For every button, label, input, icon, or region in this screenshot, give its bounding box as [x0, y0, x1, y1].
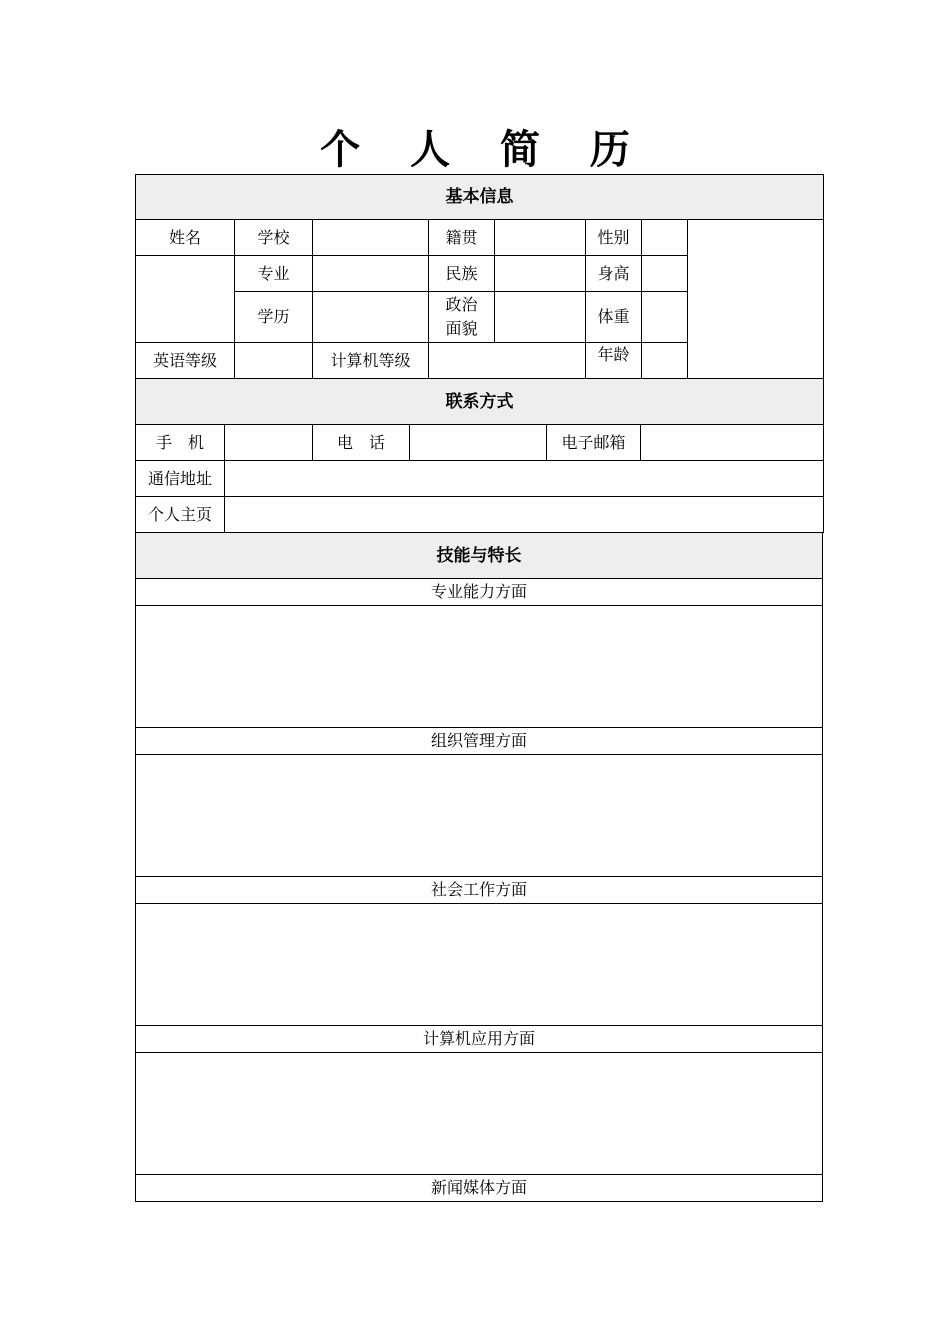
computer-level-value[interactable] [429, 343, 586, 379]
age-value[interactable] [642, 343, 688, 379]
english-level-label: 英语等级 [136, 343, 235, 379]
skill-category-label: 专业能力方面 [136, 579, 823, 606]
native-place-value[interactable] [495, 220, 586, 256]
ethnicity-value[interactable] [495, 256, 586, 292]
height-value[interactable] [642, 256, 688, 292]
height-label: 身高 [586, 256, 642, 292]
gender-label: 性别 [586, 220, 642, 256]
political-label-line1: 政治 [445, 295, 478, 314]
political-status-value[interactable] [495, 292, 586, 343]
computer-level-label: 计算机等级 [313, 343, 429, 379]
political-label-line2: 面貌 [445, 319, 478, 338]
skill-content-area[interactable] [136, 755, 823, 877]
school-label: 学校 [235, 220, 313, 256]
mobile-label: 手 机 [136, 425, 225, 461]
email-label: 电子邮箱 [547, 425, 641, 461]
english-level-value[interactable] [235, 343, 313, 379]
weight-label: 体重 [586, 292, 642, 343]
political-status-label [429, 292, 495, 343]
contact-table [135, 378, 824, 533]
homepage-label: 个人主页 [136, 497, 225, 533]
homepage-value[interactable] [225, 497, 824, 533]
education-value[interactable] [313, 292, 429, 343]
email-value[interactable] [641, 425, 824, 461]
photo-cell[interactable] [688, 220, 824, 379]
school-value[interactable] [313, 220, 429, 256]
gender-value[interactable] [642, 220, 688, 256]
skills-header: 技能与特长 [136, 533, 823, 579]
name-label: 姓名 [136, 220, 235, 256]
skill-content-area[interactable] [136, 1053, 823, 1175]
ethnicity-label: 民族 [429, 256, 495, 292]
address-label: 通信地址 [136, 461, 225, 497]
phone-label: 电 话 [313, 425, 410, 461]
skill-category-label: 组织管理方面 [136, 728, 823, 755]
mobile-value[interactable] [225, 425, 313, 461]
skill-category-label: 计算机应用方面 [136, 1026, 823, 1053]
skills-table [135, 532, 823, 1202]
phone-value[interactable] [410, 425, 547, 461]
basic-info-header: 基本信息 [136, 175, 824, 220]
skill-category-label: 新闻媒体方面 [136, 1175, 823, 1202]
weight-value[interactable] [642, 292, 688, 343]
age-label: 年龄 [586, 343, 642, 379]
major-label: 专业 [235, 256, 313, 292]
page-title: 个 人 简 历 [320, 127, 648, 173]
native-place-label: 籍贯 [429, 220, 495, 256]
contact-header: 联系方式 [136, 379, 824, 425]
major-value[interactable] [313, 256, 429, 292]
skill-category-label: 社会工作方面 [136, 877, 823, 904]
skill-content-area[interactable] [136, 904, 823, 1026]
name-value[interactable] [136, 256, 235, 343]
education-label: 学历 [235, 292, 313, 343]
basic-info-table [135, 174, 824, 379]
skill-content-area[interactable] [136, 606, 823, 728]
address-value[interactable] [225, 461, 824, 497]
